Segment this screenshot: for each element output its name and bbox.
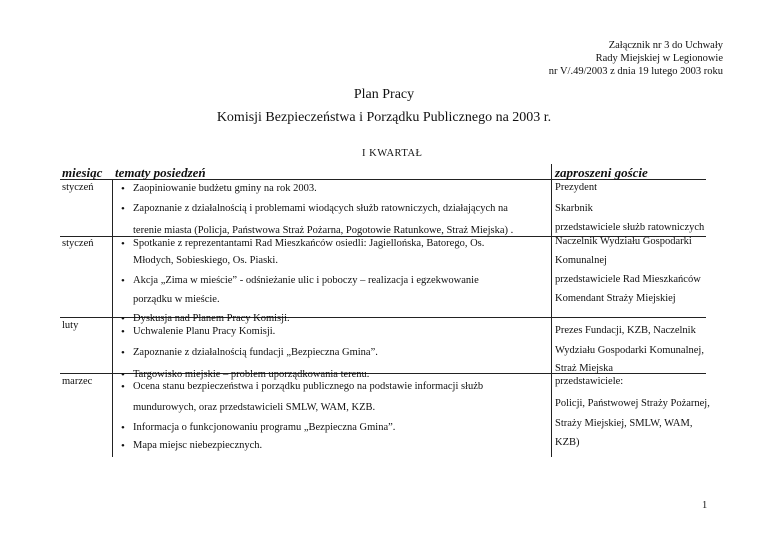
topic-line: Targowisko miejskie – problem uporządkowania terenu. xyxy=(133,369,370,380)
month-cell: styczeń xyxy=(62,182,94,193)
topic-line: Zapoznanie z działalnością i problemami wiodących służb ratowniczych, działających na xyxy=(133,203,508,214)
page-number: 1 xyxy=(702,500,708,511)
guest-line: Straży Miejskiej, SMLW, WAM, xyxy=(555,418,693,429)
guest-line: KZB) xyxy=(555,437,580,448)
topic-line: Mapa miejsc niebezpiecznych. xyxy=(133,440,263,451)
guest-line: Skarbnik xyxy=(555,203,593,214)
guest-line: Komendant Straży Miejskiej xyxy=(555,293,676,304)
topic-line: Akcja „Zima w mieście” - odśnieżanie ulic i poboczy – realizacja i egzekwowanie xyxy=(133,275,479,286)
topic-line: Dyskusja nad Planem Pracy Komisji. xyxy=(133,313,290,324)
annex-header-line2: Rady Miejskiej w Legionowie xyxy=(595,53,723,64)
topic-line: Spotkanie z reprezentantami Rad Mieszkańców osiedli: Jagiellońska, Batorego, Os. xyxy=(133,238,485,249)
topic-line: Zaopiniowanie budżetu gminy na rok 2003. xyxy=(133,183,317,194)
bullet-icon: • xyxy=(121,313,125,325)
bullet-icon: • xyxy=(121,440,125,452)
guest-line: przedstawiciele Rad Mieszkańców xyxy=(555,274,701,285)
month-cell: styczeń xyxy=(62,238,94,249)
bullet-icon: • xyxy=(121,381,125,393)
bullet-icon: • xyxy=(121,422,125,434)
guest-line: Straż Miejska xyxy=(555,363,614,374)
document-title: Plan Pracy xyxy=(353,87,415,102)
topic-line: porządku w mieście. xyxy=(133,294,220,305)
topic-line: terenie miasta (Policja, Państwowa Straż Pożarna, Pogotowie Ratunkowe, Straż Miejska) . xyxy=(133,225,514,236)
month-cell: marzec xyxy=(62,376,93,387)
bullet-icon: • xyxy=(121,326,125,338)
topic-line: mundurowych, oraz przedstawicieli SMLW, WAM, KZB. xyxy=(133,402,376,413)
topic-line: Zapoznanie z działalnością fundacji „Bezpieczna Gmina”. xyxy=(133,347,378,358)
guest-line: Komunalnej xyxy=(555,255,607,266)
topic-line: Informacja o funkcjonowaniu programu „Bezpieczna Gmina”. xyxy=(133,422,396,433)
bullet-icon: • xyxy=(121,369,125,381)
guest-line: Prezes Fundacji, KZB, Naczelnik xyxy=(555,325,696,336)
bullet-icon: • xyxy=(121,183,125,195)
bullet-icon: • xyxy=(121,347,125,359)
month-cell: luty xyxy=(62,320,79,331)
annex-header-line3: nr V/.49/2003 z dnia 19 lutego 2003 roku xyxy=(548,66,723,77)
bullet-icon: • xyxy=(121,238,125,250)
column-header-topics: tematy posiedzeń xyxy=(115,165,206,180)
column-header-month: miesiąc xyxy=(62,165,103,180)
guest-line: przedstawiciele: xyxy=(555,376,624,387)
topic-line: Ocena stanu bezpieczeństwa i porządku publicznego na podstawie informacji służb xyxy=(133,381,484,392)
guest-line: Naczelnik Wydziału Gospodarki xyxy=(555,236,692,247)
bullet-icon: • xyxy=(121,275,125,287)
guest-line: Policji, Państwowej Straży Pożarnej, xyxy=(555,398,710,409)
topic-line: Uchwalenie Planu Pracy Komisji. xyxy=(133,326,276,337)
guest-line: Prezydent xyxy=(555,182,597,193)
document-subtitle: Komisji Bezpieczeństwa i Porządku Publicznego na 2003 r. xyxy=(216,110,552,125)
table-divider-month xyxy=(112,179,113,457)
column-header-guests: zaproszeni goście xyxy=(555,165,648,180)
annex-header-line1: Załącznik nr 3 do Uchwały xyxy=(608,40,723,51)
guest-line: przedstawiciele służb ratowniczych xyxy=(555,222,705,233)
guest-line: Wydziału Gospodarki Komunalnej, xyxy=(555,345,704,356)
bullet-icon: • xyxy=(121,203,125,215)
quarter-label: I KWARTAŁ xyxy=(362,148,423,159)
topic-line: Młodych, Sobieskiego, Os. Piaski. xyxy=(133,255,278,266)
table-divider-guests xyxy=(551,164,552,457)
